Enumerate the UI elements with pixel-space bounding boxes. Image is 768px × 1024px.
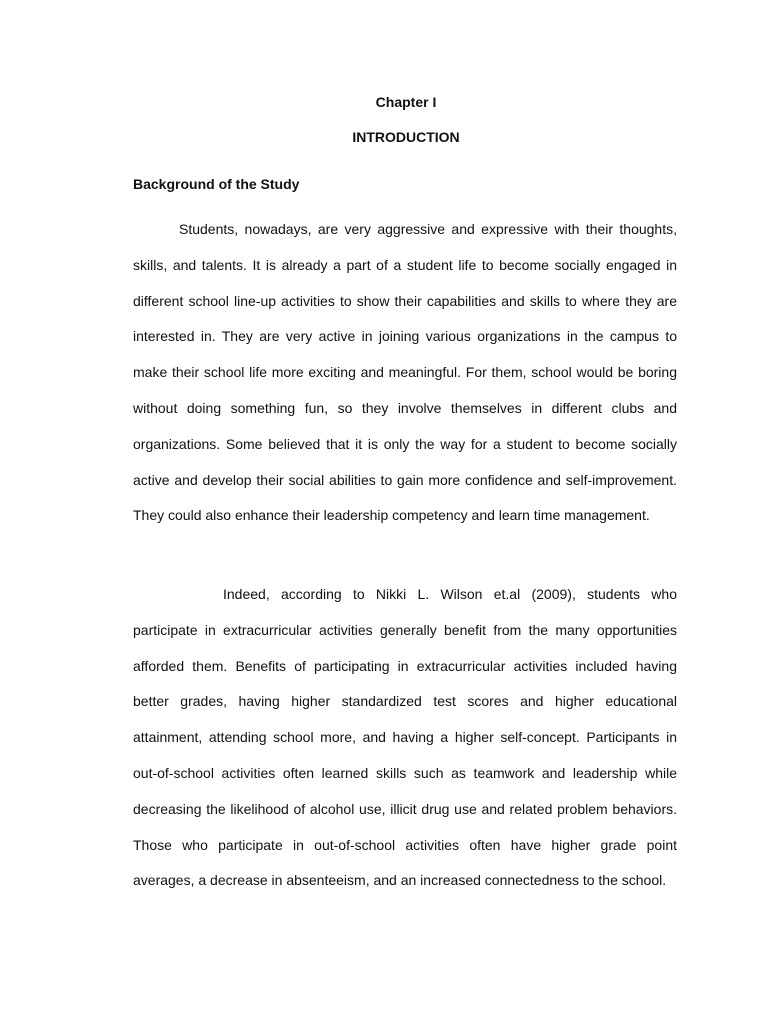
paragraph: Indeed, according to Nikki L. Wilson et.al (2009), students who participate in extracurricular activities generally benefit from the many opportunities afforded them. Benefits of participating in extracurricular activities included having better grades, having higher standardized test scores and higher educational attainment, attending school more, and having a higher self-concept. Participants in out-of-school activities often learned skills such as teamwork and leadership while decreasing the likelihood of alcohol use, illicit drug use and related problem behaviors. Those who participate in out-of-school activities often have higher grade point averages, a decrease in absenteeism, and an increased connectedness to the school.: [133, 586, 677, 889]
chapter-title: INTRODUCTION: [352, 129, 460, 145]
section-heading: Background of the Study: [133, 176, 300, 192]
chapter-label: Chapter I: [375, 94, 437, 110]
paragraph: Students, nowadays, are very aggressive and expressive with their thoughts, skills, and talents. It is already a part of a student life to become socially engaged in different school line-up activities to show their capabilities and skills to where they are interested in. They are very active in joining various organizations in the campus to make their school life more exciting and meaningful. For them, school would be boring without doing something fun, so they involve themselves in different clubs and organizations. Some believed that it is only the way for a student to become socially active and develop their social abilities to gain more confidence and self-improvement. They could also enhance their leadership competency and learn time management.: [133, 221, 677, 524]
